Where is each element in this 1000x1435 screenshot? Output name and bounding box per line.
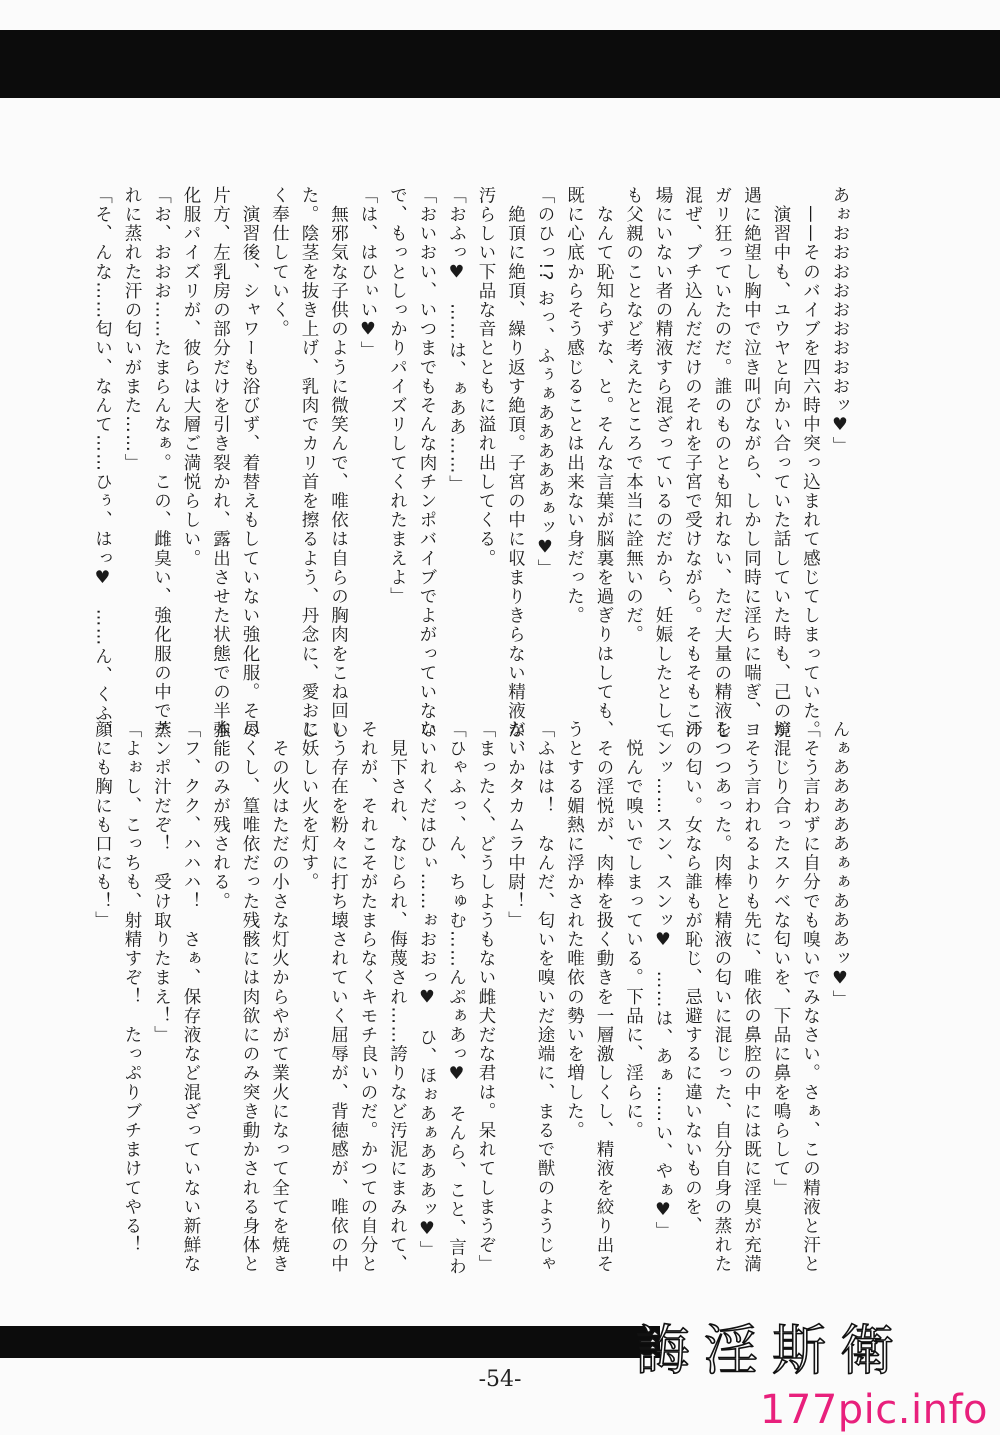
text-line: なんて恥知らずな、と。そんな言葉が脳裏を過ぎりはしても、 [594, 186, 614, 740]
text-line: 「ンッ……スン、スンッ♥ ……は、あぁ……い、やぁ♥」 [653, 720, 673, 1241]
text-line: ないれくだはひぃ……ぉおおっ♥ ひ、ほぉあぁあああッ♥」 [417, 720, 437, 1260]
text-line: その淫悦が、肉棒を扱く動きを一層激しくし、精液を絞り出そ [594, 720, 614, 1274]
text-line: く奉仕していく。 [269, 186, 290, 339]
text-line: んぁあああああぁぁあああッ♥」 [830, 720, 850, 1009]
text-line: 「そ、んな……匂い、なんて……ひぅ、はっ♥ ……ん、くふ、 [92, 186, 113, 743]
text-line: に妖しい火を灯す。 [299, 720, 319, 892]
text-line: 顔にも胸にも口にも！」 [92, 720, 113, 931]
text-line: 汗の匂い。女なら誰もが恥じ、忌避するに違いないものを、 [682, 720, 703, 1236]
text-line: しつつあった。肉棒と精液の匂いに混じった、自分自身の蒸れた [712, 720, 732, 1274]
text-line: そう言われるよりも先に、唯依の鼻腔の中には既に淫臭が充満 [741, 720, 762, 1274]
text-line: 「ひゃふっ、ん、ちゅむ……んぷぁあっ♥ そんら、こと、言わ [446, 720, 467, 1277]
text-line: で、もっとしっかりパイズリしてくれたまえよ」 [387, 186, 408, 607]
text-line: れに蒸れた汗の匂いがまた……」 [122, 186, 142, 473]
text-line: 悦んで嗅いでしまっている。下品に、淫らに。 [623, 720, 644, 1141]
text-line: うとする媚熱に浮かされた唯依の勢いを増した。 [564, 720, 585, 1141]
text-line: それが、それこそがたまらなくキモチ良いのだ。かつての自分と [358, 720, 378, 1274]
text-line: 尽くし、篁唯依だった残骸には肉欲にのみ突き動かされる身体と [240, 720, 260, 1274]
text-block-lower [87, 720, 854, 1300]
text-line: も父親のことなど考えたところで本当に詮無いのだ。 [623, 186, 644, 645]
text-line: 場にいない者の精液すら混ざっているのだから、妊娠したとして [653, 186, 673, 740]
text-line: た。陰茎を抜き上げ、乳肉でカリ首を擦るよう、丹念に、愛おし [299, 186, 319, 740]
text-line: チンポ汁だぞ！ 受け取りたまえ！」 [151, 720, 172, 1045]
header-bar [0, 30, 1000, 98]
text-line: ないかタカムラ中尉！」 [505, 720, 526, 931]
text-line: 片方、左乳房の部分だけを引き裂かれ、露出させた状態での半強 [210, 186, 231, 740]
text-line: 遇に絶望し胸中で泣き叫びながら、しかし同時に淫らに喘ぎ、ヨ [741, 186, 762, 740]
text-line: 見下され、なじられ、侮蔑され……誇りなど汚泥にまみれて、 [387, 720, 408, 1274]
text-line: その火はただの小さな灯火からやがて業火になって全てを焼き [269, 720, 290, 1274]
watermark: 177pic.info [759, 1387, 988, 1433]
text-line: 汚らしい下品な音とともに溢れ出してくる。 [476, 186, 496, 568]
page-number: -54- [478, 1367, 522, 1392]
text-line: 本能のみが残される。 [210, 720, 231, 911]
text-line: 「は、はひぃい♥」 [358, 186, 378, 361]
text-line: 「よぉし、こっちも、射精すぞ！ たっぷりブチまけてやる！ [122, 720, 142, 1255]
text-line: 化服パイズリが、彼らは大層ご満悦らしい。 [181, 186, 201, 568]
text-line: 既に心底からそう感じることは出来ない身だった。 [564, 186, 585, 626]
text-line: 「おふっ♥ ……は、ぁああ……」 [446, 186, 467, 495]
footer-bar [0, 1326, 660, 1358]
text-line: 「ふはは！ なんだ、匂いを嗅いだ途端に、まるで獣のようじゃ [535, 720, 555, 1274]
text-block-upper [87, 186, 854, 759]
text-line: ——そのバイブを四六時中突っ込まれて感じてしまっていた。 [800, 186, 821, 740]
text-line: 絶頂に絶頂、繰り返す絶頂。子宮の中に収まりきらない精液が、 [505, 186, 526, 759]
text-line: が混じり合ったスケベな匂いを、下品に鼻を鳴らして」 [771, 720, 791, 1198]
text-line: 混ぜ、ブチ込んだだけのそれを子宮で受けながら。そもそもこの [682, 186, 703, 740]
text-line: 無邪気な子供のように微笑んで、唯依は自らの胸肉をこね回し [328, 186, 349, 740]
text-line: 「のひっ!? おっ、ふぅぁあああああぁッ♥」 [535, 186, 555, 579]
text-line: ガリ狂っていたのだ。誰のものとも知れない、ただ大量の精液を [712, 186, 732, 740]
text-line: いう存在を粉々に打ち壊されていく屈辱が、背徳感が、唯依の中 [328, 720, 349, 1274]
text-line: 「おいおい、いつまでもそんな肉チンポバイブでよがっていない [417, 186, 437, 740]
text-line: 「そう言わずに自分でも嗅いでみなさい。さぁ、この精液と汗と [800, 720, 821, 1274]
text-line: 演習後、シャワーも浴びず、着替えもしていない強化服。その [240, 186, 260, 740]
text-line: 演習中も、ユウヤと向かい合っていた話していた時も、己の境 [771, 186, 791, 740]
title-logo: 誨淫斯衛 [636, 1319, 908, 1382]
text-line: 「まったく、どうしようもない雌犬だな君は。呆れてしまうぞ」 [476, 720, 496, 1274]
text-line: あぉおおおおおおおおおッ♥」 [830, 186, 850, 456]
text-line: 「フ、クク、ハハハ！ さぁ、保存液など混ざっていない新鮮な [181, 720, 201, 1274]
text-line: 「お、おおお……たまらんなぁ。この、雌臭い、強化服の中で蒸 [151, 186, 172, 740]
